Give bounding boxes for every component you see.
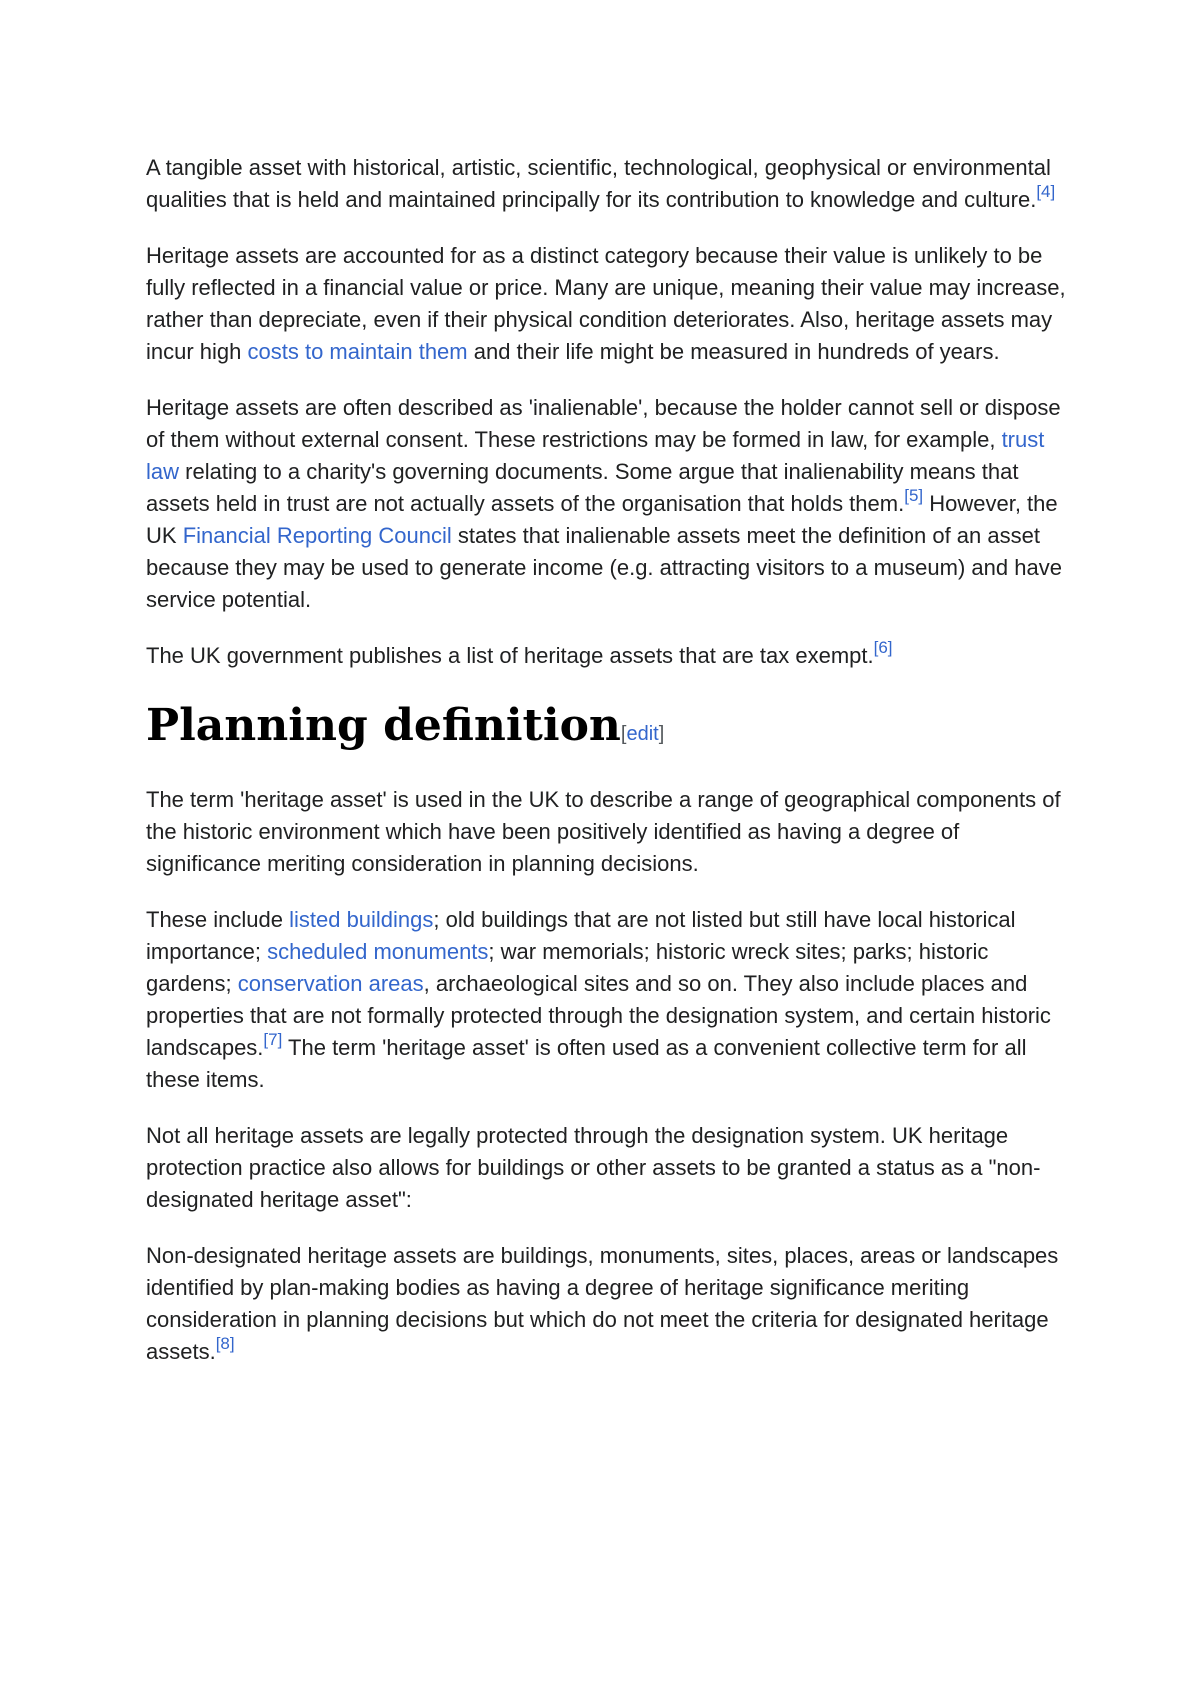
paragraph-text: relating to a charity's governing documents. Some argue that inalienability means that assets held in trust are not actually assets of the organisation that holds them. <box>146 459 1019 516</box>
reference-link-7[interactable]: [7] <box>263 1030 283 1049</box>
edit-bracket-open: [ <box>620 723 627 745</box>
link-costs-to-maintain[interactable]: costs to maintain them <box>247 339 468 364</box>
paragraph-text: Non-designated heritage assets are buildings, monuments, sites, places, areas or landscapes identified by plan-making bodies as having a degree of heritage significance meriting consideration in planning decisions but which do not meet the criteria for designated heritage assets. <box>146 1243 1059 1364</box>
paragraph-text: ; war memorials; historic wreck sites; parks; historic gardens; <box>146 939 989 996</box>
link-trust-law[interactable]: trust law <box>146 427 1045 484</box>
paragraph-accounting <box>146 240 1066 368</box>
link-listed-buildings[interactable]: listed buildings <box>289 907 434 932</box>
paragraph-text: , archaeological sites and so on. They also include places and properties that are not formally protected through the designation system, and certain historic landscapes. <box>146 971 1051 1060</box>
paragraph-text: Heritage assets are accounted for as a distinct category because their value is unlikely to be fully reflected in a financial value or price. Many are unique, meaning their value may increase, rather than depreciate, even if their physical condition deteriorates. Also, heritage assets may incur high <box>146 243 1066 364</box>
edit-section <box>621 723 664 745</box>
paragraph-text: and their life might be measured in hundreds of years. <box>467 339 1000 364</box>
paragraph-inalienable <box>146 392 1066 616</box>
paragraph-text: However, the UK <box>146 491 1058 548</box>
paragraph-non-designated <box>146 1240 1066 1368</box>
reference-link-8[interactable]: [8] <box>215 1334 235 1353</box>
paragraph-text: Not all heritage assets are legally protected through the designation system. UK heritage protection practice also allows for buildings or other assets to be granted a status as a "non-designated heritage asset": <box>146 1123 1041 1212</box>
paragraph-text: states that inalienable assets meet the definition of an asset because they may be used to generate income (e.g. attracting visitors to a museum) and have service potential. <box>146 523 1062 612</box>
paragraph-text: The term 'heritage asset' is often used as a convenient collective term for all these items. <box>146 1035 1027 1092</box>
link-financial-reporting-council[interactable]: Financial Reporting Council <box>182 523 452 548</box>
paragraph-text: ; old buildings that are not listed but still have local historical importance; <box>146 907 1016 964</box>
reference-5 <box>904 486 923 505</box>
paragraph-not-all-protected <box>146 1120 1066 1216</box>
reference-6 <box>874 638 893 657</box>
edit-section-link[interactable]: edit <box>626 723 659 745</box>
reference-4 <box>1036 182 1055 201</box>
paragraph-text: The UK government publishes a list of heritage assets that are tax exempt. <box>146 643 874 668</box>
paragraph-text: These include <box>146 907 290 932</box>
link-conservation-areas[interactable]: conservation areas <box>237 971 424 996</box>
section-heading-planning-definition <box>146 698 1066 762</box>
reference-link-5[interactable]: [5] <box>904 486 924 505</box>
link-scheduled-monuments[interactable]: scheduled monuments <box>267 939 489 964</box>
paragraph-definition <box>146 152 1066 216</box>
section-title: Planning definition <box>146 700 621 751</box>
paragraph-tax-exempt <box>146 640 1066 672</box>
reference-8 <box>216 1334 235 1353</box>
paragraph-these-include <box>146 904 1066 1096</box>
edit-bracket-close: ] <box>658 723 665 745</box>
reference-7 <box>263 1030 282 1049</box>
paragraph-text: The term 'heritage asset' is used in the UK to describe a range of geographical components of the historic environment which have been positively identified as having a degree of significance meriting consideration in planning decisions. <box>146 787 1061 876</box>
article-body <box>146 152 1066 1392</box>
reference-link-4[interactable]: [4] <box>1036 182 1056 201</box>
reference-link-6[interactable]: [6] <box>873 638 893 657</box>
paragraph-term-heritage-asset <box>146 784 1066 880</box>
paragraph-text: A tangible asset with historical, artistic, scientific, technological, geophysical or environmental qualities that is held and maintained principally for its contribution to knowledge and culture. <box>146 155 1051 212</box>
paragraph-text: Heritage assets are often described as 'inalienable', because the holder cannot sell or dispose of them without external consent. These restrictions may be formed in law, for example, <box>146 395 1061 452</box>
